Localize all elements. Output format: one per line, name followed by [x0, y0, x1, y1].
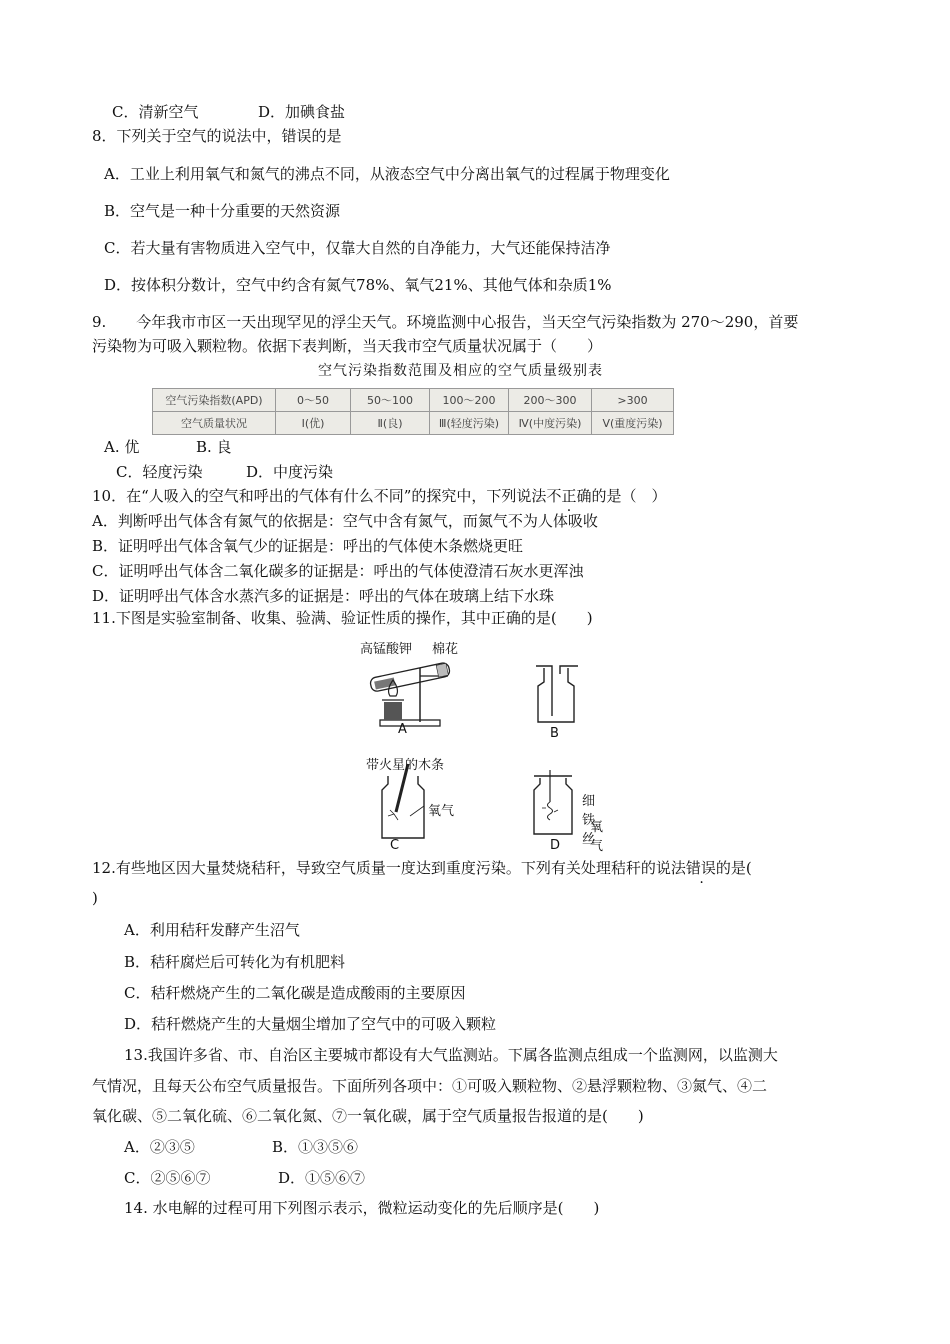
figure-a-letter: A — [398, 722, 407, 737]
q13-option-b: B．①③⑤⑥ — [272, 1138, 359, 1156]
figure-c-label-splint: 带火星的木条 — [366, 758, 445, 773]
q10-option-d: D．证明呼出气体含水蒸汽多的证据是：呼出的气体在玻璃上结下水珠 — [92, 587, 555, 605]
q8-option-b: B．空气是一种十分重要的天然资源 — [104, 202, 341, 220]
figure-b-letter: B — [550, 726, 559, 741]
q13-option-a: A．②③⑤ — [124, 1138, 195, 1156]
figure-d-label-oxygen: 氧气 — [590, 820, 604, 854]
table-cell: 空气质量状况 — [153, 412, 276, 435]
table-row — [153, 412, 674, 435]
table-cell: Ⅲ(轻度污染) — [430, 412, 509, 435]
q13-stem-line1: 13.我国许多省、市、自治区主要城市都设有大气监测站。下属各监测点组成一个监测网，以监测大 — [124, 1046, 778, 1064]
q10-option-a: A．判断呼出气体含有氮气的依据是：空气中含有氮气，而氮气不为人体吸收 — [92, 512, 598, 530]
figure-c-label-oxygen: 氧气 — [428, 804, 455, 819]
table-cell: Ⅳ(中度污染) — [509, 412, 592, 435]
q9-option-b: B. 良 — [196, 438, 232, 456]
table-cell: 100～200 — [430, 389, 509, 412]
q9-stem-line1: 9. 今年我市市区一天出现罕见的浮尘天气。环境监测中心报告，当天空气污染指数为 270～290，首要 — [92, 313, 799, 331]
table-cell: Ⅰ(优) — [276, 412, 351, 435]
figure-d-iron-wire — [528, 768, 604, 854]
table-cell: Ⅴ(重度污染) — [592, 412, 674, 435]
q10-option-b: B．证明呼出气体含氧气少的证据是：呼出的气体使木条燃烧更旺 — [92, 537, 524, 555]
figure-d-label-iron: 细铁丝 — [582, 794, 596, 847]
q12-option-b: B．秸秆腐烂后可转化为有机肥料 — [124, 953, 346, 971]
q12-option-a: A．利用秸秆发酵产生沼气 — [124, 921, 300, 939]
q8-option-c: C．若大量有害物质进入空气中，仅靠大自然的自净能力，大气还能保持洁净 — [104, 239, 611, 257]
q7-option-c: C．清新空气 — [112, 103, 199, 121]
q9-table-title: 空气污染指数范围及相应的空气质量级别表 — [318, 363, 603, 379]
q10-emphasis: 不正确 — [546, 487, 592, 505]
table-row — [153, 389, 674, 412]
q13-option-d: D．①⑤⑥⑦ — [278, 1169, 366, 1187]
q12-stem-close: ) — [92, 889, 98, 907]
figure-a-heating-apparatus — [360, 640, 470, 737]
q10-stem-text: 10．在“人吸入的空气和呼出的气体有什么不同”的探究中，下列说法 — [92, 487, 547, 505]
q10-option-c: C．证明呼出气体含二氧化碳多的证据是：呼出的气体使澄清石灰水更浑浊 — [92, 562, 584, 580]
q9-option-d: D．中度污染 — [246, 463, 334, 481]
figure-a-label-kmno4: 高锰酸钾 — [360, 642, 413, 657]
q12-stem — [92, 858, 752, 878]
table-cell: 200～300 — [509, 389, 592, 412]
table-cell: Ⅱ(良) — [351, 412, 430, 435]
air-quality-table — [152, 388, 674, 435]
q12-option-d: D．秸秆燃烧产生的大量烟尘增加了空气中的可吸入颗粒 — [124, 1015, 497, 1033]
q8-stem: 8．下列关于空气的说法中，错误的是 — [92, 127, 342, 145]
q12-stem-end: 的是( — [715, 859, 752, 877]
q13-option-c: C．②⑤⑥⑦ — [124, 1169, 211, 1187]
q14-stem: 14. 水电解的过程可用下列图示表示，微粒运动变化的先后顺序是( ) — [124, 1199, 600, 1217]
q10-stem-end: 的是（ ） — [591, 487, 667, 505]
q12-emphasis: 错误 — [685, 859, 716, 877]
q8-option-a: A．工业上利用氧气和氮气的沸点不同，从液态空气中分离出氧气的过程属于物理变化 — [104, 165, 670, 183]
figure-d-letter: D — [550, 838, 561, 853]
q12-option-c: C．秸秆燃烧产生的二氧化碳是造成酸雨的主要原因 — [124, 984, 466, 1002]
q7-option-d: D．加碘食盐 — [258, 103, 346, 121]
figure-c-letter: C — [390, 838, 400, 853]
table-cell: 50～100 — [351, 389, 430, 412]
q13-stem-line3: 氧化碳、⑤二氧化硫、⑥二氧化氮、⑦一氧化碳，属于空气质量报告报道的是( ) — [92, 1107, 644, 1125]
figure-a-label-cotton: 棉花 — [432, 642, 459, 657]
table-cell: 空气污染指数(APD) — [153, 389, 276, 412]
q9-option-c: C．轻度污染 — [116, 463, 203, 481]
q8-option-d: D．按体积分数计，空气中约含有氮气78%、氧气21%、其他气体和杂质1% — [104, 276, 612, 294]
figure-c-splint-test — [366, 754, 466, 853]
q11-stem: 11.下图是实验室制备、收集、验满、验证性质的操作，其中正确的是( ) — [92, 609, 593, 627]
figure-b-collection-bottle — [530, 664, 580, 741]
q10-stem — [92, 486, 666, 506]
table-cell: >300 — [592, 389, 674, 412]
q9-stem-line2: 污染物为可吸入颗粒物。依据下表判断，当天我市空气质量状况属于（ ） — [92, 337, 603, 355]
table-cell: 0～50 — [276, 389, 351, 412]
q12-stem-text: 12.有些地区因大量焚烧秸秆，导致空气质量一度达到重度污染。下列有关处理秸秆的说法 — [92, 859, 686, 877]
q9-option-a: A. 优 — [104, 438, 140, 456]
q13-stem-line2: 气情况，且每天公布空气质量报告。下面所列各项中：①可吸入颗粒物、②悬浮颗粒物、③氮气、④二 — [92, 1077, 768, 1095]
